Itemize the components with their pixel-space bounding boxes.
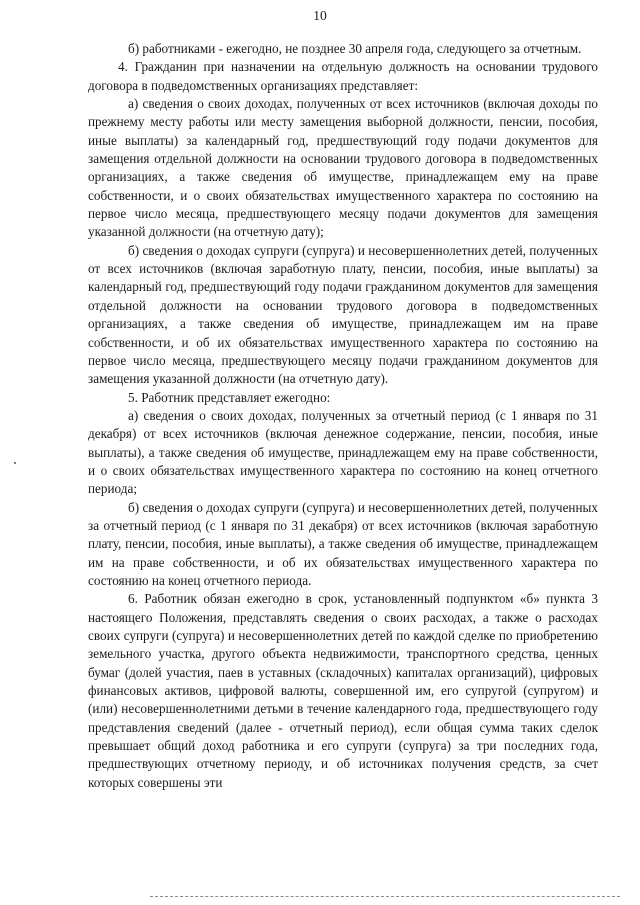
paragraph-6: 6. Работник обязан ежегодно в срок, установленный подпунктом «б» пункта 3 настоящего Положения, представлять сведения о своих расходах, а также о расходах своих супруги (супруга) и несовершеннолетних детей по каждой сделке по приобретению земельного участка, другого объекта недвижимости, транспортного средства, ценных бумаг (долей участия, паев в уставных (складочных) капиталах организаций), цифровых финансовых активов, цифровой валюты, совершенной им, его супругой (супругом) и (или) несовершеннолетними детьми в течение календарного года, предшествующего году представления сведений (далее - отчетный период), если общая сумма таких сделок превышает общий доход работника и его супруги (супруга) за три последних года, предшествующих отчетному периоду, и об источниках получения средств, за счет которых совершены эти [88, 591, 598, 790]
paragraph-5a: а) сведения о своих доходах, полученных за отчетный период (с 1 января по 31 декабря) от всех источников (включая денежное содержание, пенсии, пособия, иные выплаты), а также сведения об имуществе, принадлежащем ему на праве собственности, и о своих обязательствах имущественного характера по состоянию на конец отчетного периода; [88, 407, 598, 497]
document-body [88, 40, 598, 792]
scan-speck [14, 462, 16, 464]
paragraph-5: 5. Работник представляет ежегодно: [128, 389, 331, 405]
page-number: 10 [313, 8, 327, 23]
page-bottom-edge [150, 896, 620, 898]
paragraph-4a: а) сведения о своих доходах, полученных от всех источников (включая доходы по прежнему месту работы или месту замещения выборной должности, пенсии, пособия, иные выплаты) за календарный год, предшествующий году подачи документов для замещения отдельной должности на основании трудового договора в подведомственных организациях, а также сведения об имуществе, принадлежащем ему на праве собственности, и о своих обязательствах имущественного характера по состоянию на первое число месяца, предшествующего месяцу подачи документов для замещения указанной должности (на отчетную дату); [88, 96, 598, 240]
paragraph-5b: б) сведения о доходах супруги (супруга) и несовершеннолетних детей, полученных за отчетный период (с 1 января по 31 декабря) от всех источников (включая заработную плату, пенсии, пособия, иные выплаты), а также сведения об имуществе, принадлежащем им на праве собственности, и об их обязательствах имущественного характера по состоянию на конец отчетного периода. [88, 499, 598, 588]
paragraph-4b: б) сведения о доходах супруги (супруга) и несовершеннолетних детей, полученных от всех источников (включая заработную плату, пенсии, пособия, иные выплаты) за календарный год, предшествующий году подачи гражданином документов для замещения отдельной должности на основании трудового договора в подведомственных организациях, а также сведения об имуществе, принадлежащем им на праве собственности, и об их обязательствах имущественного характера по состоянию на первое число месяца, предшествующего месяцу подачи гражданином документов для замещения указанной должности (на отчетную дату). [88, 242, 598, 387]
paragraph-4: 4. Гражданин при назначении на отдельную должность на основании трудового договора в подведомственных организациях представляет: [88, 59, 598, 93]
paragraph-3b-workers: б) работниками - ежегодно, не позднее 30 апреля года, следующего за отчетным. [128, 41, 582, 56]
